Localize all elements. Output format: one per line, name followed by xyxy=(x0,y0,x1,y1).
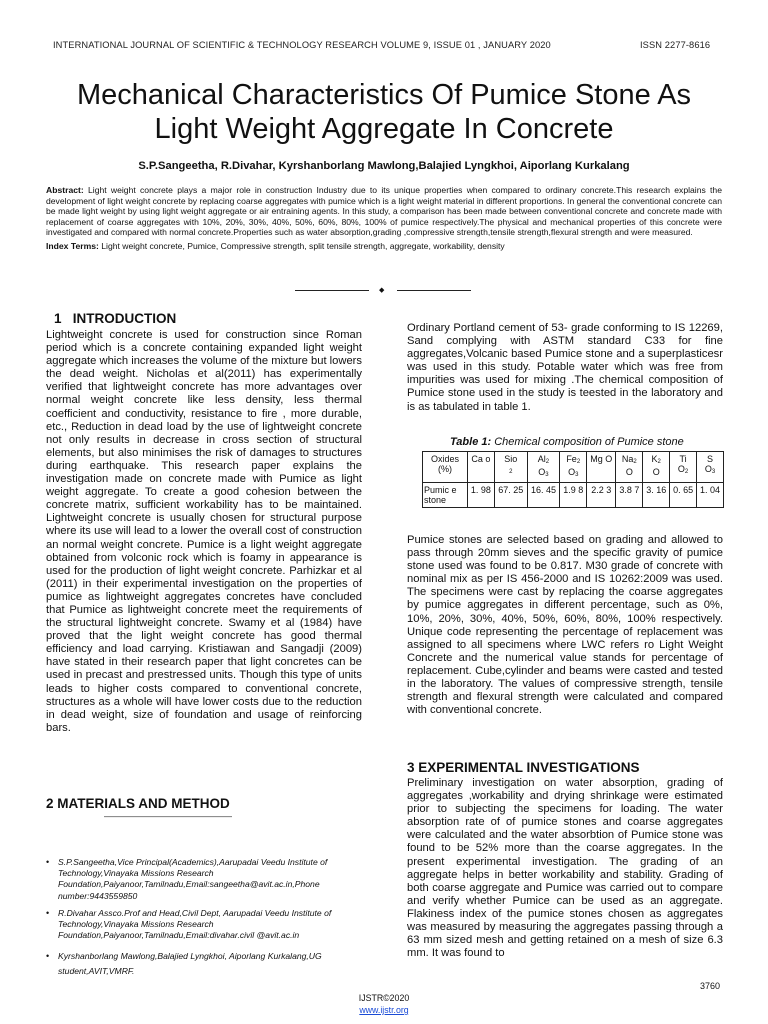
diamond-icon: ◆ xyxy=(379,287,385,294)
section-2-heading: 2 MATERIALS AND METHOD xyxy=(46,796,230,811)
paper-title xyxy=(0,78,768,146)
table-cell: Pumic e stone xyxy=(423,483,468,508)
table-header-cell: S O3 xyxy=(697,452,724,483)
table-cell: 1.9 8 xyxy=(560,483,587,508)
table-header-cell: Al2 O3 xyxy=(527,452,560,483)
copyright: IJSTR©2020 xyxy=(358,993,410,1003)
table-cell: 3. 16 xyxy=(643,483,670,508)
introduction-paragraph: Lightweight concrete is used for construction since Roman period which is a concrete containing expanded light weight aggregate which increases the volume of the mixture but lowers the dead weight. Nicholas et al(2011) has experimentally verified that lightweight concrete has more advantages over normal weight concrete like less density, less thermal coefficient and conductivity, resistance to fire , more durable, etc., Reduction in dead load by the use of lightweight concrete not only results in decrease in cross section of structural elements, but also minimises the risk of damages to structures during earthquake. This research paper explains the investigation made on concrete made with Pumice as light weight aggregate. To create a good cohesion between the concrete matrix, sufficient workability has to be maintained. Lightweight concrete is usually chosen for structural purpose where its use will lead to a lower the overall cost of construction an normal weight concrete. Pumice is a light weight aggregate obtained from volconic rock which is foamy in appearance is used for the production of light weight concrete. Parhizkar et al (2011) in their experimental investigation on the properties of pumice as lightweight aggregates concretes have concluded that Pumice as lightweight concrete meet the requirements of the structural lightweight concrete. Swamy et al (1984) have proved that the light weight concrete has good thermal efficiency and load carrying. Kristiawan and Sangadji (2009) have stated in their research paper that light concretes can be used in precast and prestressed units. Though this type of units leads to higher costs compared to conventional concrete, structures as a whole will have lower costs due to the reduction in dead weight, size of foundation and usage of reinforcing bars. xyxy=(46,329,362,734)
table-header-cell: Fe2 O3 xyxy=(560,452,587,483)
table-caption xyxy=(450,436,684,448)
bullet-icon: • xyxy=(46,908,50,918)
table-cell: 2.2 3 xyxy=(587,483,616,508)
author-list: S.P.Sangeetha, R.Divahar, Kyrshanborlang Mawlong,Balajied Lyngkhoi, Aiporlang Kurkalang xyxy=(138,160,630,172)
experimental-body xyxy=(407,777,723,960)
journal-url-link[interactable]: www.ijstr.org xyxy=(359,1005,409,1015)
table-label: Table 1: xyxy=(450,436,492,448)
bullet-icon: • xyxy=(46,951,50,961)
section-3-heading: 3 EXPERIMENTAL INVESTIGATIONS xyxy=(407,760,640,775)
abstract-text: Light weight concrete plays a major role in construction Industry due to its unique properties when compared to ordinary concrete.This research explains the development of light weight concrete by replacing coarse aggregates with pumice which is a light weight material in different proportions. In general the conventional concrete can be made light weight by using light weight aggregate or air entraining agents. In this study, a comparison has been made between conventional concrete and concrete made with replacement of coarse aggregates with 10%, 20%, 30%, 40%, 50%, 60%, 80%, 100% of pumice respectively.The physical and mechanical properties of this concrete were investigated and compared with normal concrete.Properties such as water absorption,grading ,compressive strength,tensile strength,flexural strength and were measured. xyxy=(46,185,722,238)
page-number: 3760 xyxy=(700,981,721,991)
issn: ISSN 2277-8616 xyxy=(640,40,711,50)
abstract xyxy=(46,185,722,238)
footnote-item xyxy=(46,949,386,979)
bullet-icon: • xyxy=(46,857,50,867)
table-header-cell: Ca o xyxy=(468,452,495,483)
footnote-text: Kyrshanborlang Mawlong,Balajied Lyngkhoi, Aiporlang Kurkalang,UG student,AVIT,VMRF. xyxy=(58,951,322,976)
pumice-text: Pumice stones are selected based on grading and allowed to pass through 20mm sieves and the specific gravity of pumice stone used was found to be 0.817. M30 grade of concrete with nominal mix as per IS 456-2000 and IS 10262:2009 was used. The specimens were cast by replacing the coarse aggregates by pumice aggregates in different percentage, such as 0%, 10%, 20%, 30%, 40%, 50%, 60%, 80%, 100% respectively. Unique code representing the percentage of replacement was assigned to all specimens where LWC refers ro Light Weight Concrete and the numerical value stands for percentage of replacement. Cube,cylinder and beams were casted and tested in the laboratory. The values of compressive strength, tensile strength and flexural strength were calculated and compared with conventional concrete. xyxy=(407,534,723,717)
table-header-row xyxy=(423,452,724,483)
materials-text: Ordinary Portland cement of 53- grade conforming to IS 12269, Sand complying with ASTM standard C33 for fine aggregates,Volcanic based Pumice stone and a superplasticesr was used in this study. Potable water which was free from impurities was used for mixing .The chemical composition of Pumice stone used in the study is teested in the laboratory and is as tabulated in table 1. xyxy=(407,322,723,413)
chemical-composition-table xyxy=(422,451,724,508)
pumice-paragraph xyxy=(407,534,723,717)
abstract-label: Abstract: xyxy=(46,185,84,195)
table-header-cell: Ti O2 xyxy=(670,452,697,483)
footnote-item xyxy=(46,857,386,902)
section-1-heading xyxy=(54,311,176,326)
footnote-text: R.Divahar Assco.Prof and Head,Civil Dept, Aarupadai Veedu Institute of Technology,Vinayaka Missions Research Foundation,Paiyanoor,Tamilnadu,Email:divahar.civil @avit.ac.in xyxy=(58,908,332,941)
table-caption-text: Chemical composition of Pumice stone xyxy=(494,436,684,448)
table-header-cell: Oxides (%) xyxy=(423,452,468,483)
table-header-cell: Na2 O xyxy=(616,452,643,483)
table-cell: 1. 04 xyxy=(697,483,724,508)
introduction-body xyxy=(46,329,362,735)
table-cell: 1. 98 xyxy=(468,483,495,508)
index-terms xyxy=(46,241,722,252)
materials-paragraph xyxy=(407,322,723,414)
table-header-cell: Sio 2 xyxy=(494,452,527,483)
section-divider xyxy=(295,285,473,295)
table-cell: 3.8 7 xyxy=(616,483,643,508)
index-terms-text: Light weight concrete, Pumice, Compressive strength, split tensile strength, aggregate, workability, density xyxy=(101,241,505,251)
footnote-item xyxy=(46,908,386,942)
table-row xyxy=(423,483,724,508)
footnote-rule: ———————————————— xyxy=(104,812,232,821)
table-cell: 0. 65 xyxy=(670,483,697,508)
title-line-2: Light Weight Aggregate In Concrete xyxy=(154,113,614,145)
section-1-title: INTRODUCTION xyxy=(72,311,177,326)
index-terms-label: Index Terms: xyxy=(46,241,99,251)
section-1-number: 1 xyxy=(54,311,62,326)
title-line-1: Mechanical Characteristics Of Pumice Stone As xyxy=(76,79,692,111)
table-header-cell: Mg O xyxy=(587,452,616,483)
table-header-cell: K2 O xyxy=(643,452,670,483)
table-cell: 67. 25 xyxy=(494,483,527,508)
table-cell: 16. 45 xyxy=(527,483,560,508)
journal-header: INTERNATIONAL JOURNAL OF SCIENTIFIC & TECHNOLOGY RESEARCH VOLUME 9, ISSUE 01 , JANUARY 2020 xyxy=(53,40,551,50)
footnote-text: S.P.Sangeetha,Vice Principal(Academics),Aarupadai Veedu Institute of Technology,Vinayaka Missions Research Foundation,Paiyanoor,Tamilnadu,Email:sangeetha@avit.ac.in,Phone number:9443559850 xyxy=(58,857,328,901)
experimental-text: Preliminary investigation on water absorption, grading of aggregates ,workability and drying shrinkage were estimated prior to subjecting the specimens for loading. The water absorption rate of of pumice stones and coarse aggregates were calculated and the water absorbtion of Pumice stone was found to be 52% more than the coarse aggregates. In the present experimental investigation. The grading of an aggregate helps in better workability and stability. Grading of both coarse aggregate and Pumice was carried out to compare and verify whether Pumice can be used as an aggregate. Flakiness index of the pumice stones chosen as aggregates was measured by measuring the aggregates passing through a 63 mm sized mesh and getting retained on a mesh of size 6.3 mm. It was found to xyxy=(407,777,723,960)
